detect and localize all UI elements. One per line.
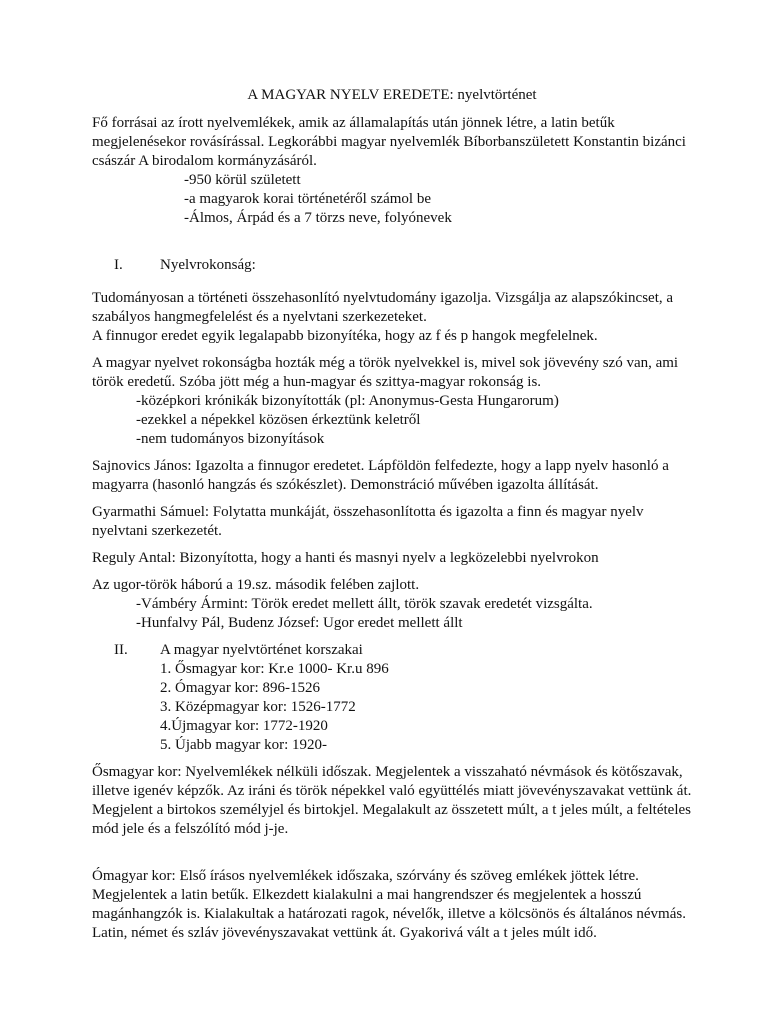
- section-heading-2: [92, 641, 692, 660]
- omagyar-paragraph: Ómagyar kor: Első írásos nyelvemlékek időszaka, szórvány és szöveg emlékek jöttek létre. Megjelentek a latin betűk. Elkezdett kialakulni a mai hangrendszer és megjelentek a hosszú magánhangzók is. Kialakultak a határozati ragok, névelők, illetve a kölcsönös és általános névmás. Latin, német és szláv jövevényszavakat vettünk át. Gyakorivá vált a t jeles múlt idő.: [92, 868, 686, 941]
- period-item: 5. Újabb magyar kor: 1920-: [160, 737, 328, 753]
- section-number: II.: [114, 642, 128, 658]
- intro-paragraph: Fő forrásai az írott nyelvemlékek, amik az államalapítás után jönnek létre, a latin betűk megjelenésekor rovásírással. Legkorábbi magyar nyelvemlék Bíborbanszületett Konstantin bizánci császár A birodalom kormányzásáról.: [92, 115, 686, 169]
- period-item: 4.Újmagyar kor: 1772-1920: [160, 718, 328, 734]
- period-item: 2. Ómagyar kor: 896-1526: [160, 680, 320, 696]
- gyarmathi-paragraph: Gyarmathi Sámuel: Folytatta munkáját, összehasonlította és igazolta a finn és magyar nyelv nyelvtani szerkezetét.: [92, 504, 644, 539]
- period-item: 3. Középmagyar kor: 1526-1772: [160, 699, 356, 715]
- war-points: [92, 595, 692, 633]
- turkic-points: [92, 392, 692, 449]
- period-list: [92, 660, 692, 755]
- section-heading-1: [92, 256, 692, 275]
- intro-point: -a magyarok korai történetéről számol be: [184, 191, 431, 207]
- intro-points: [92, 171, 692, 228]
- war-point: -Vámbéry Ármint: Török eredet mellett állt, török szavak eredetét vizsgálta.: [136, 596, 593, 612]
- kinship-paragraph-evidence: A finnugor eredet egyik legalapabb bizonyítéka, hogy az f és p hangok megfelelnek.: [92, 328, 598, 344]
- turkic-point: -középkori krónikák bizonyították (pl: Anonymus-Gesta Hungarorum): [136, 393, 559, 409]
- sajnovics-paragraph: Sajnovics János: Igazolta a finnugor eredetet. Lápföldön felfedezte, hogy a lapp nyelv hasonló a magyarra (hasonló hangzás és szókészlet). Demonstráció művében igazolta állítását.: [92, 458, 669, 493]
- turkic-paragraph: A magyar nyelvet rokonságba hozták még a török nyelvekkel is, mivel sok jövevény szó van, ami török eredetű. Szóba jött még a hun-magyar és szittya-magyar rokonság is.: [92, 355, 679, 390]
- war-paragraph: Az ugor-török háború a 19.sz. második felében zajlott.: [92, 577, 420, 593]
- kinship-paragraph: Tudományosan a történeti összehasonlító nyelvtudomány igazolja. Vizsgálja az alapszókincset, a szabályos hangmegfelelést és a nyelvtani szerkezeteket.: [92, 290, 674, 325]
- war-point: -Hunfalvy Pál, Budenz József: Ugor eredet mellett állt: [136, 615, 463, 631]
- section-title: A magyar nyelvtörténet korszakai: [160, 642, 363, 658]
- period-item: 1. Ősmagyar kor: Kr.e 1000- Kr.u 896: [160, 661, 389, 677]
- intro-point: -Álmos, Árpád és a 7 törzs neve, folyónevek: [184, 210, 452, 226]
- section-number: I.: [114, 257, 123, 273]
- section-title: Nyelvrokonság:: [160, 257, 256, 273]
- document-page: [92, 86, 692, 943]
- document-title: A MAGYAR NYELV EREDETE: nyelvtörténet: [247, 87, 537, 103]
- osmagyar-paragraph: Ősmagyar kor: Nyelvemlékek nélküli időszak. Megjelentek a visszaható névmások és kötőszavak, illetve igenév képzők. Az iráni és török népekkel való együttélés miatt jövevényszavakat vettünk át. Megjelent a birtokos személyjel és birtokjel. Megalakult az összetett múlt, a t jeles múlt, a feltételes mód jele és a felszólító mód j-je.: [92, 764, 692, 837]
- reguly-paragraph: Reguly Antal: Bizonyította, hogy a hanti és masnyi nyelv a legközelebbi nyelvrokon: [92, 550, 599, 566]
- turkic-point: -nem tudományos bizonyítások: [136, 431, 325, 447]
- turkic-point: -ezekkel a népekkel közösen érkeztünk keletről: [136, 412, 421, 428]
- intro-point: -950 körül született: [184, 172, 301, 188]
